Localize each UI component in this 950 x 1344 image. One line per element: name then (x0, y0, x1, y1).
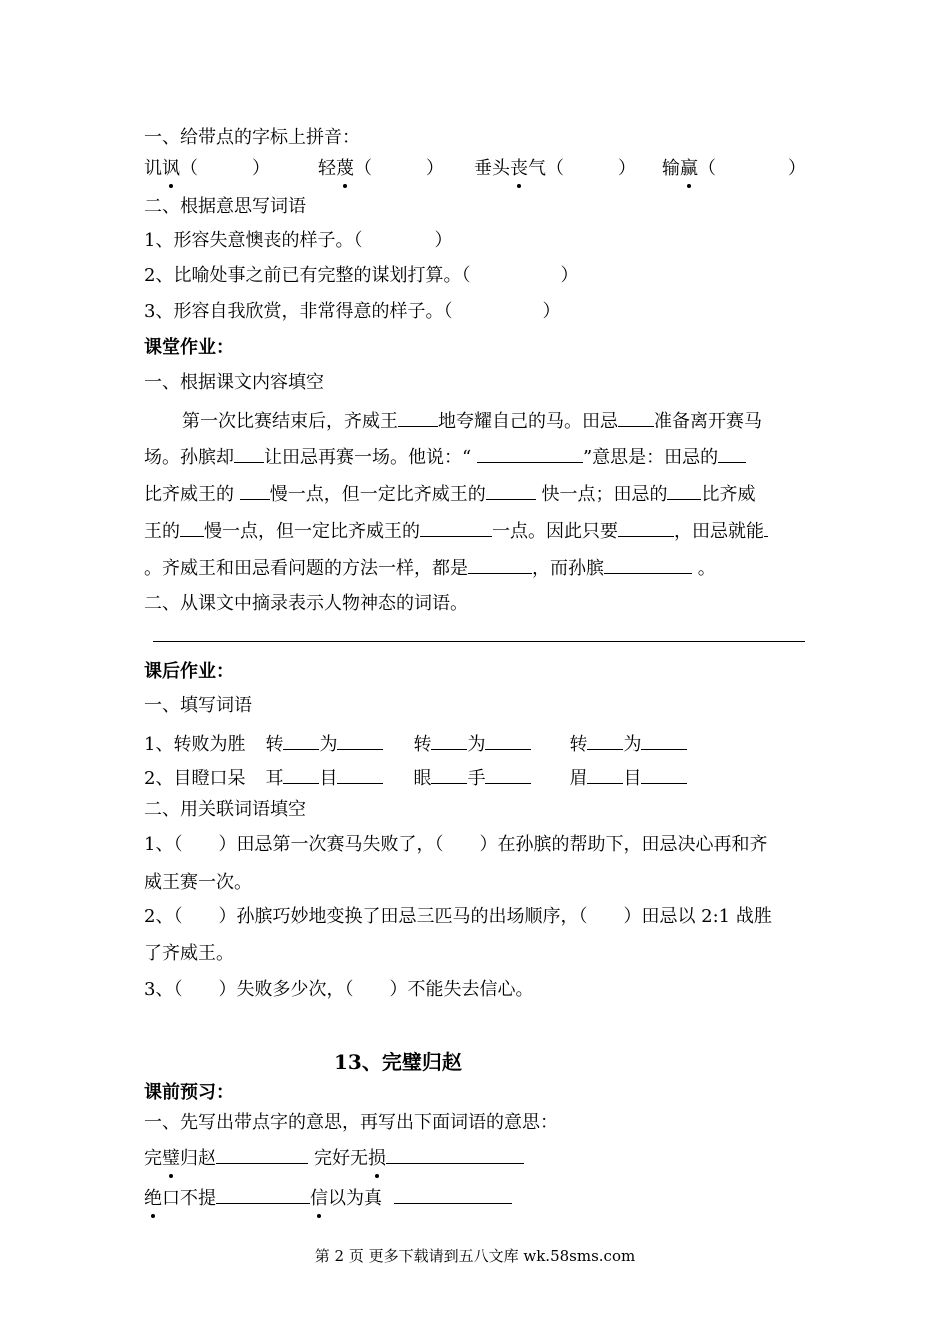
conj-item[interactable]: 1、（ ）田忌第一次赛马失败了，（ ）在孙膑的帮助下，田忌决心再和齐 (144, 834, 768, 855)
pinyin-word: 讥讽 (144, 158, 180, 179)
blank[interactable] (485, 729, 531, 750)
pinyin-word: 轻蔑 (318, 158, 354, 179)
blank[interactable] (386, 1143, 524, 1164)
pinyin-word: 垂头丧气 (474, 158, 546, 179)
blank[interactable] (431, 763, 467, 784)
blank[interactable] (180, 516, 204, 537)
page-footer: 第 2 页 更多下载请到五八文库 wk.58sms.com (314, 1247, 636, 1265)
blank[interactable] (283, 729, 319, 750)
blank[interactable] (394, 1183, 512, 1204)
word-row: 2、目瞪口呆 耳 目 眼 手 眉 目 (144, 763, 687, 791)
blank[interactable] (486, 479, 536, 500)
blank[interactable] (587, 729, 623, 750)
preview-title: 课前预习： (144, 1082, 234, 1103)
fill-heading: 一、根据课文内容填空 (144, 372, 324, 393)
meaning-item[interactable]: 1、形容失意懊丧的样子。（ ） (144, 230, 453, 251)
meaning-item[interactable]: 2、比喻处事之前已有完整的谋划打算。（ ） (144, 265, 579, 286)
classwork-title: 课堂作业： (144, 337, 234, 358)
vocab-word: 信以为真 (310, 1188, 382, 1209)
lesson-title: 13、完璧归赵 (334, 1050, 462, 1074)
passage-line: 。齐威王和田忌看问题的方法一样，都是 ，而孙膑 。 (144, 553, 716, 581)
pinyin-blank[interactable]: （ ） (546, 158, 636, 179)
pinyin-heading: 一、给带点的字标上拼音： (144, 127, 360, 148)
passage-line: 第一次比赛结束后，齐威王 地夸耀自己的马。田忌 准备离开赛马 (182, 406, 762, 434)
blank[interactable] (283, 763, 319, 784)
vocab-word: 完好无损 (314, 1148, 386, 1169)
vocab-word: 完璧归赵 (144, 1148, 216, 1169)
blank[interactable] (234, 442, 264, 463)
blank[interactable] (764, 516, 768, 537)
word-row: 1、转败为胜 转 为 转 为 转 为 (144, 729, 687, 757)
conj-item[interactable]: 3、（ ）失败多少次，（ ）不能失去信心。 (144, 979, 534, 1000)
blank[interactable] (587, 763, 623, 784)
vocab-word: 绝口不提 (144, 1188, 216, 1209)
pinyin-word: 输赢 (662, 158, 698, 179)
pinyin-row (144, 157, 806, 181)
blank[interactable] (240, 479, 270, 500)
blank[interactable] (485, 763, 531, 784)
meaning-item[interactable]: 3、形容自我欣赏，非常得意的样子。（ ） (144, 301, 561, 322)
conj-item-cont: 了齐威王。 (144, 943, 234, 964)
vocab-row (144, 1143, 524, 1171)
blank[interactable] (618, 406, 654, 427)
blank[interactable] (618, 516, 674, 537)
pinyin-blank[interactable]: （ ） (698, 158, 806, 179)
blank[interactable] (477, 442, 583, 463)
blank[interactable] (604, 553, 692, 574)
passage-line: 场。孙膑却 让田忌再赛一场。他说：“ ”意思是：田忌的 (144, 442, 746, 470)
blank[interactable] (431, 729, 467, 750)
meaning-heading: 二、根据意思写词语 (144, 196, 306, 217)
conj-item-cont: 威王赛一次。 (144, 872, 252, 893)
blank[interactable] (641, 729, 687, 750)
pinyin-blank[interactable]: （ ） (354, 158, 444, 179)
blank[interactable] (216, 1143, 308, 1164)
blank[interactable] (398, 406, 438, 427)
conj-heading: 二、用关联词语填空 (144, 799, 306, 820)
blank[interactable] (718, 442, 746, 463)
excerpt-heading: 二、从课文中摘录表示人物神态的词语。 (144, 593, 468, 614)
conj-item[interactable]: 2、（ ）孙膑巧妙地变换了田忌三匹马的出场顺序，（ ）田忌以 2:1 战胜 (144, 906, 772, 927)
blank[interactable] (420, 516, 492, 537)
preview-question: 一、先写出带点字的意思，再写出下面词语的意思： (144, 1112, 558, 1133)
blank[interactable] (216, 1183, 310, 1204)
passage-line: 比齐威王的 慢一点，但一定比齐威王的 快一点；田忌的 比齐威 (144, 479, 755, 507)
homework-fill-heading: 一、填写词语 (144, 695, 252, 716)
vocab-row (144, 1183, 512, 1211)
blank[interactable] (641, 763, 687, 784)
blank[interactable] (337, 763, 383, 784)
blank[interactable] (468, 553, 532, 574)
answer-line[interactable] (153, 641, 805, 642)
homework-title: 课后作业： (144, 661, 234, 682)
blank[interactable] (667, 479, 701, 500)
blank[interactable] (337, 729, 383, 750)
pinyin-blank[interactable]: （ ） (180, 158, 270, 179)
passage-line: 王的 慢一点，但一定比齐威王的 一点。因此只要 ，田忌就能 (144, 516, 768, 544)
